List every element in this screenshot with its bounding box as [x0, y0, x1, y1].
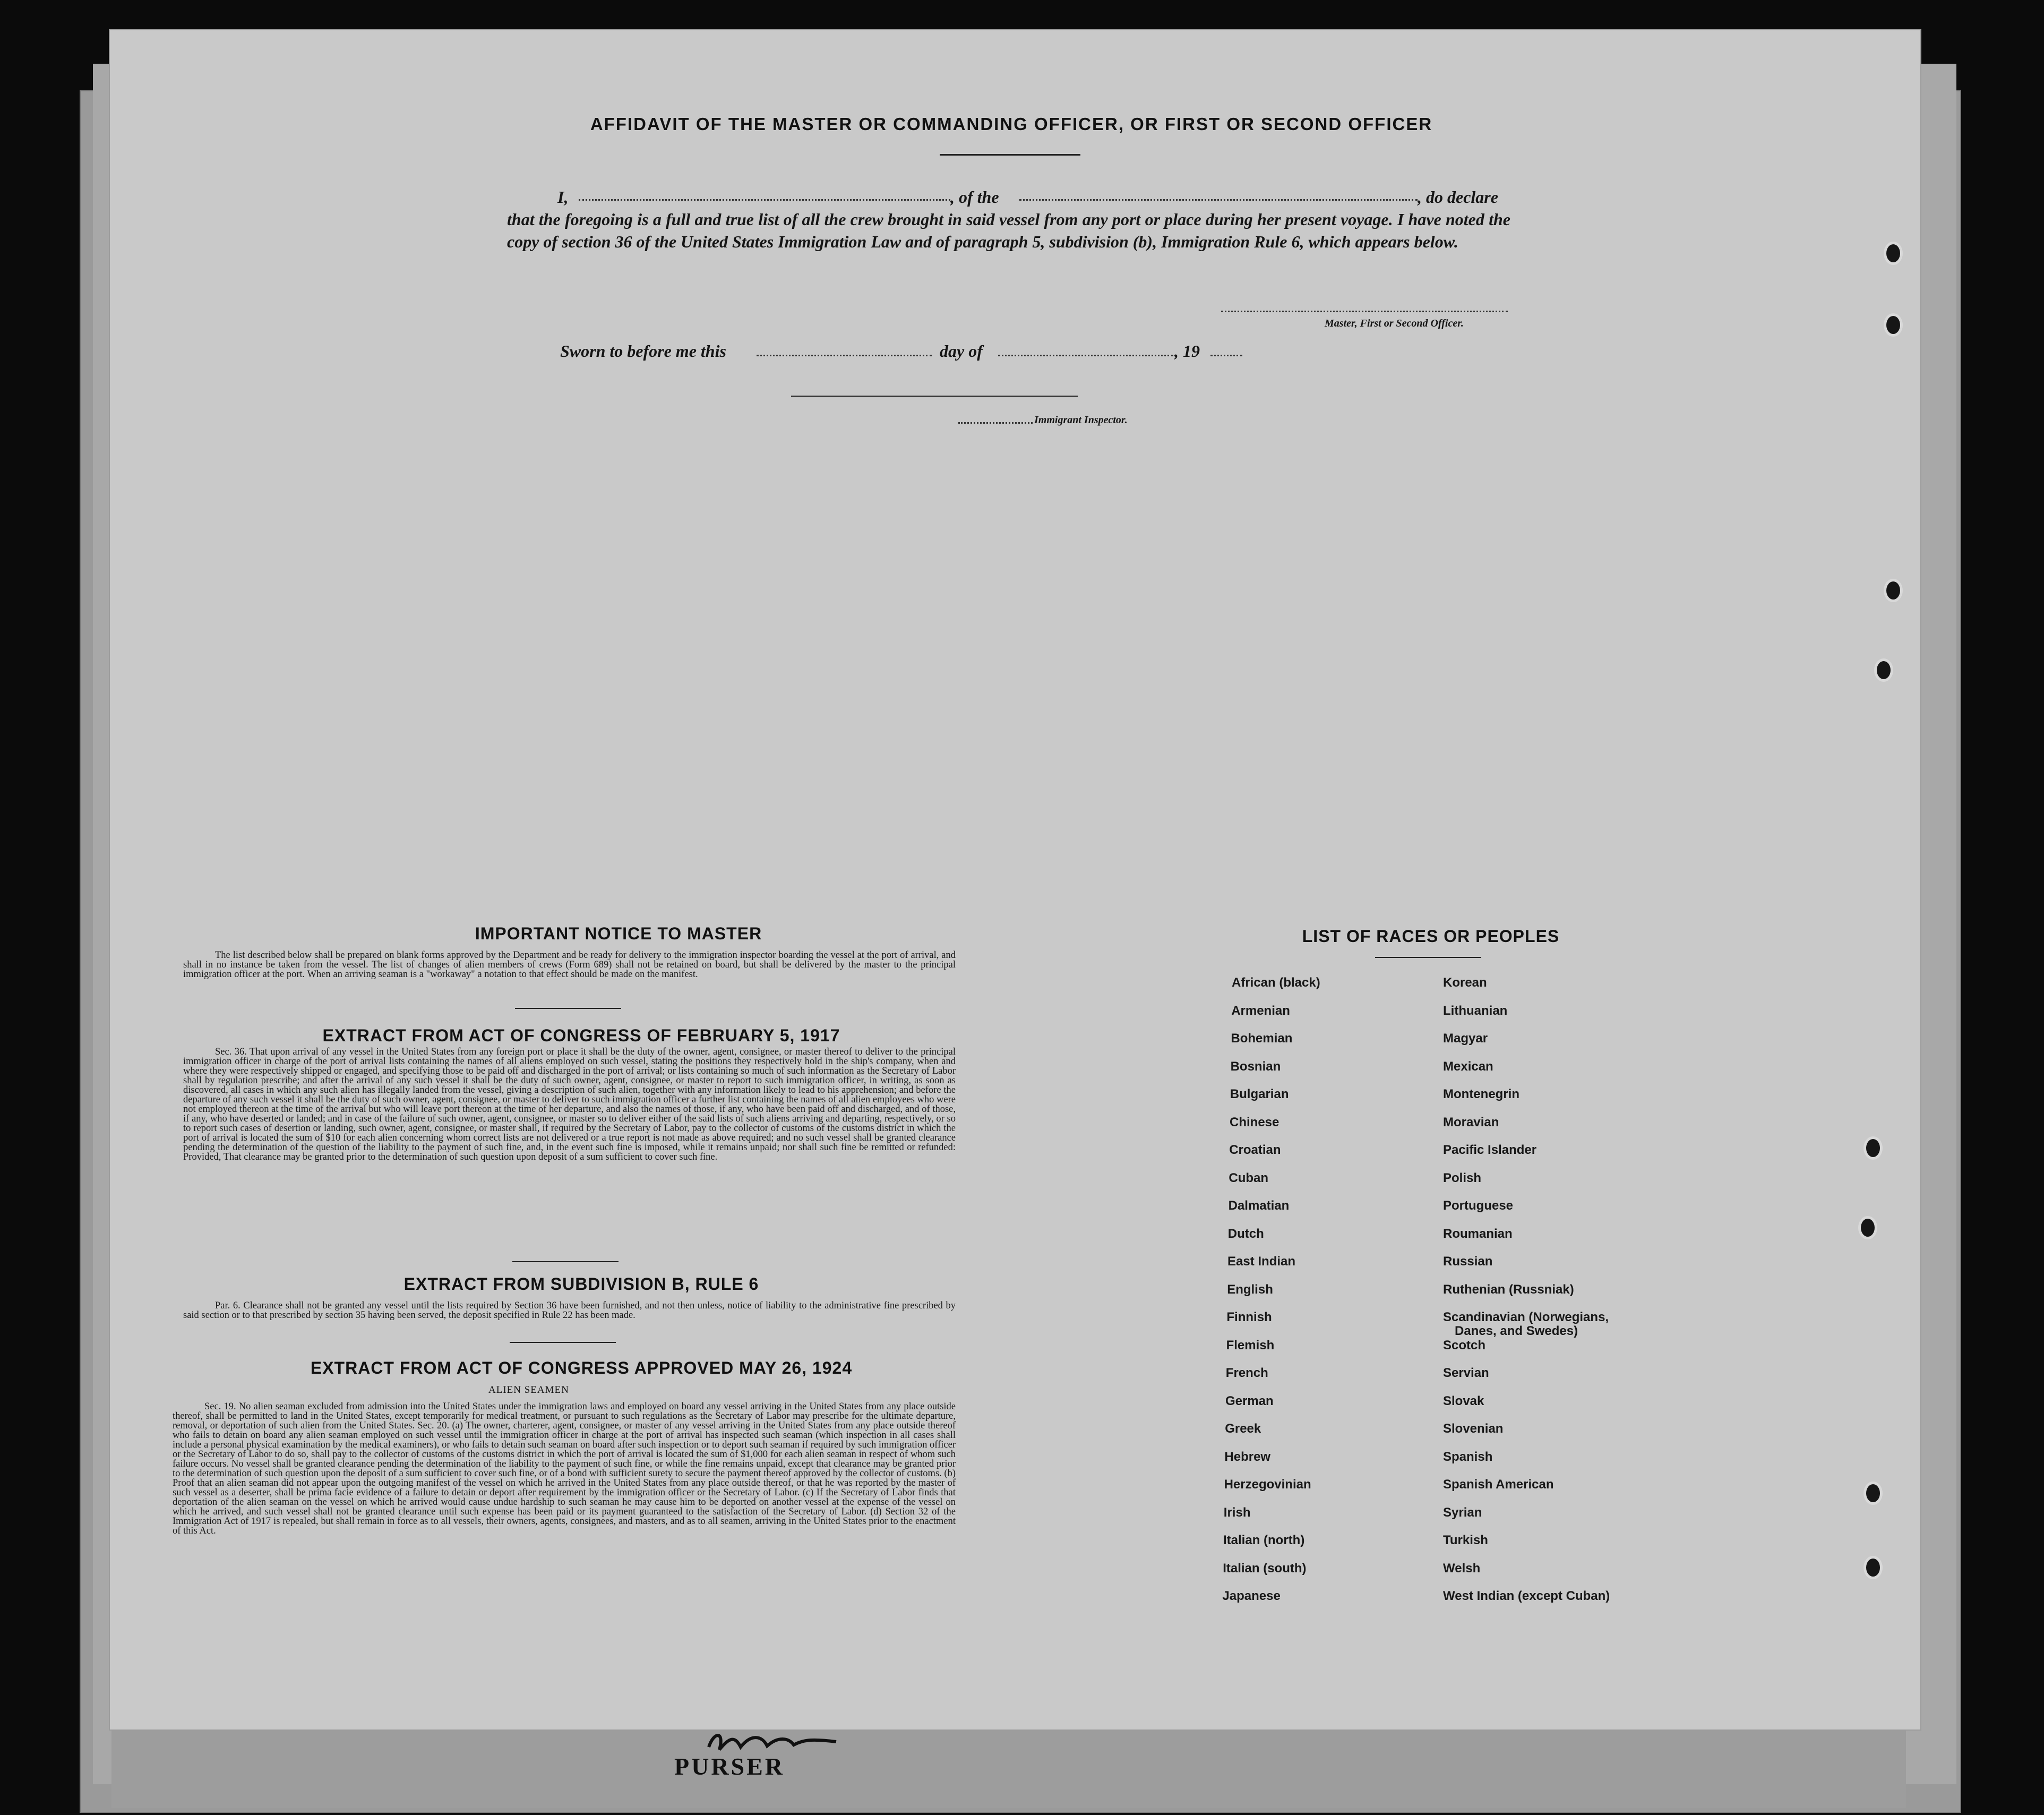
divider-1 — [515, 1008, 621, 1009]
race-item: Montenegrin — [1443, 1087, 1519, 1101]
affidavit-title: AFFIDAVIT OF THE MASTER OR COMMANDING OFFICER, OR FIRST OR SECOND OFFICER — [590, 114, 1433, 134]
inspector-line — [791, 396, 1078, 397]
extract-rule6-title: EXTRACT FROM SUBDIVISION B, RULE 6 — [403, 1274, 759, 1294]
race-item: Polish — [1443, 1170, 1482, 1185]
race-item: Russian — [1443, 1254, 1493, 1269]
extract-rule6-body: Par. 6. Clearance shall not be granted any vessel until the lists required by Section 36 have been furnished, and not then unless, notice of liability to the administrative fine prescribed by said section or to that prescribed by section 35 having been served, the deposit specified in Rule 22 has been made. — [183, 1300, 956, 1321]
declare-end: , do declare — [1418, 187, 1498, 207]
race-item: Dalmatian — [1228, 1198, 1290, 1213]
purser-label: PURSER — [674, 1753, 785, 1780]
sworn-year: , 19 — [1174, 341, 1200, 361]
sworn-year-blank[interactable] — [1210, 355, 1242, 356]
binder-hole-icon — [1884, 579, 1903, 602]
race-item: German — [1225, 1393, 1274, 1408]
race-item: Danes, and Swedes) — [1455, 1324, 1578, 1338]
binder-hole-icon — [1863, 1136, 1883, 1160]
race-item: Armenian — [1231, 1003, 1290, 1018]
extract-1924-body: Sec. 19. No alien seaman excluded from admission into the United States under the immigration laws and employed on board any vessel arriving in the United States from any place outside thereof, shall be permitted to land in the United States, except temporarily for medical treatment, or pursuant to such regulations as the Secretary of Labor may prescribe for the ultimate departure, removal, or deportation of such alien from the United States. Sec. 20. (a) The owner, charterer, agent, consignee, or master of any vessel arriving in the United States from any place outside thereof who fails to detain on board any alien seaman employed on such vessel until the immigration officer in charge at the port of arrival has inspected such seaman (which inspection in all cases shall include a personal physical examination by the medical examiners), or who fails to detain such seaman on board after such inspection or to deport such seaman if required by such immigration officer or the Secretary of Labor to do so, shall pay to the collector of customs of the customs district in which the port of arrival is located the sum of $1,000 for each alien seaman in respect of whom such failure occurs. No vessel shall be granted clearance pending the determination of the liability to the payment of such fine, or while the fine remains unpaid, except that clearance may be granted prior to the determination of such question upon the deposit of a sum sufficient to cover such fine, or of a bond with sufficient surety to secure the payment thereof approved by the collector of customs. (b) Proof that an alien seaman did not appear upon the outgoing manifest of the vessel on which he arrived in the United States from any place outside thereof, or that he was reported by the master of such vessel as a deserter, shall be prima facie evidence of a failure to detain or deport after requirement by the immigration officer or the Secretary of Labor. (c) If the Secretary of Labor finds that deportation of the alien seaman on the vessel on which he arrived would cause undue hardship to such seaman he may cause him to be deported on another vessel at the expense of the vessel on which he arrived, and such vessel shall not be granted clearance until such expense has been paid or its payment guaranteed to the satisfaction of the Secretary of Labor. (d) Section 32 of the Immigration Act of 1917 is repealed, but shall remain in force as to all vessels, their owners, agents, consignees, and masters, and as to all seamen, arriving in the United States prior to the enactment of this Act. — [173, 1401, 956, 1536]
race-item: Magyar — [1443, 1031, 1488, 1046]
extract-1917-body: Sec. 36. That upon arrival of any vessel in the United States from any foreign port or place it shall be the duty of the owner, agent, consignee, or master thereof to deliver to the principal immigration officer in charge of the port of arrival lists containing the names of all aliens employed on such vessel, stating the positions they respectively hold in the ship's company, when and where they were respectively shipped or engaged, and specifying those to be paid off and discharged in the port of arrival; or lists containing so much of such information as the Secretary of Labor shall by regulation prescribe; and after the arrival of any such vessel it shall be the duty of such owner, agent, consignee, or master to report to such immigration officer, in writing, as soon as discovered, all cases in which any such alien has illegally landed from the vessel, giving a description of such alien, together with any information likely to lead to his apprehension; and before the departure of any such vessel it shall be the duty of such owner, agent, consignee, or master to deliver to such immigration officer a further list containing the names of all alien employees who were not employed thereon at the time of the arrival but who will leave port thereon at the time of her departure, and also the names of those, if any, who have been paid off and discharged, and of those, if any, who have deserted or landed; and in case of the failure of such owner, agent, consignee, or master so to deliver either of the said lists of such aliens arriving and departing, respectively, or so to report such cases of desertion or landing, such owner, agent, consignee, or master shall, if required by the Secretary of Labor, pay to the collector of customs of the customs district in which the port of arrival is located the sum of $10 for each alien concerning whom correct lists are not delivered or a true report is not made as above required; and no such vessel shall be granted clearance pending the determination of the question of the liability to the payment of such fine, and, in the event such fine is imposed, while it remains unpaid; nor shall such fine be remitted or refunded: Provided, That clearance may be granted prior to the determination of such question upon deposit of a sum sufficient to cover such fine. — [183, 1047, 956, 1162]
officer-signature-line[interactable] — [1221, 311, 1508, 312]
race-item: Ruthenian (Russniak) — [1443, 1282, 1574, 1297]
race-item: French — [1225, 1366, 1268, 1380]
race-item: Turkish — [1443, 1533, 1488, 1547]
bottom-strip — [111, 1728, 1906, 1808]
officer-caption: Master, First or Second Officer. — [1325, 318, 1464, 329]
extract-1917-title: EXTRACT FROM ACT OF CONGRESS OF FEBRUARY 5, 1917 — [322, 1026, 840, 1045]
race-item: Roumanian — [1443, 1226, 1513, 1241]
races-title: LIST OF RACES OR PEOPLES — [1302, 927, 1560, 946]
race-item: Servian — [1443, 1366, 1489, 1380]
race-item: West Indian (except Cuban) — [1443, 1589, 1610, 1603]
race-item: Flemish — [1226, 1338, 1275, 1352]
race-item: Bohemian — [1231, 1031, 1293, 1046]
divider-3 — [510, 1342, 616, 1343]
sworn-day-blank[interactable] — [757, 355, 932, 356]
race-item: Irish — [1223, 1505, 1251, 1520]
binder-hole-icon — [1858, 1216, 1877, 1239]
race-item: Welsh — [1443, 1561, 1481, 1576]
race-item: East Indian — [1227, 1254, 1296, 1269]
sworn-month-blank[interactable] — [998, 355, 1173, 356]
binder-hole-icon — [1884, 242, 1903, 265]
race-item: Slovak — [1443, 1393, 1484, 1408]
race-item: Chinese — [1230, 1115, 1279, 1129]
vessel-blank[interactable] — [1019, 199, 1418, 201]
sworn-day-of: day of — [940, 341, 983, 361]
title-divider — [940, 154, 1080, 156]
sworn-prefix: Sworn to before me this — [560, 341, 726, 361]
declare-i: I, — [557, 187, 569, 207]
race-item: Japanese — [1222, 1589, 1281, 1603]
declare-of: , of the — [950, 187, 999, 207]
name-blank[interactable] — [579, 199, 950, 201]
race-item: Lithuanian — [1443, 1003, 1508, 1018]
race-item: Finnish — [1226, 1310, 1272, 1324]
alien-seamen-subtitle: ALIEN SEAMEN — [488, 1384, 569, 1396]
race-item: Korean — [1443, 975, 1487, 990]
race-item: Cuban — [1229, 1170, 1269, 1185]
race-item: English — [1227, 1282, 1273, 1297]
race-item: Pacific Islander — [1443, 1143, 1537, 1157]
extract-1924-title: EXTRACT FROM ACT OF CONGRESS APPROVED MAY 26, 1924 — [310, 1358, 853, 1377]
race-item: Hebrew — [1224, 1449, 1271, 1464]
inspector-caption: Immigrant Inspector. — [1034, 414, 1128, 426]
binder-hole-icon — [1874, 658, 1893, 682]
binder-hole-icon — [1863, 1556, 1883, 1579]
notice-title: IMPORTANT NOTICE TO MASTER — [475, 924, 762, 943]
race-item: Mexican — [1443, 1059, 1493, 1074]
race-item: Greek — [1225, 1422, 1261, 1436]
race-item: Portuguese — [1443, 1198, 1514, 1213]
race-item: Scandinavian (Norwegians, — [1443, 1310, 1609, 1324]
race-item: Dutch — [1227, 1226, 1264, 1241]
binder-hole-icon — [1884, 313, 1903, 337]
race-item: Syrian — [1443, 1505, 1482, 1520]
race-item: Herzegovinian — [1224, 1477, 1311, 1492]
race-item: Italian (north) — [1223, 1533, 1305, 1547]
inspector-dots[interactable] — [958, 422, 1033, 424]
race-item: Spanish American — [1443, 1477, 1554, 1492]
race-item: Bosnian — [1230, 1059, 1281, 1074]
race-item: Bulgarian — [1230, 1087, 1289, 1101]
race-item: Moravian — [1443, 1115, 1499, 1129]
race-item: Scotch — [1443, 1338, 1486, 1352]
binder-hole-icon — [1863, 1482, 1883, 1505]
notice-body: The list described below shall be prepared on blank forms approved by the Department and be ready for delivery to the immigration inspector boarding the vessel at the port of arrival, and shall in no instance be taken from the vessel. The list of changes of alien members of crews (Form 689) shall not be retained on board, but shall be delivered by the master to the principal immigration officer at the port. When an arriving seaman is a "workaway" a notation to that effect should be made on the manifest. — [183, 950, 956, 980]
races-divider — [1375, 957, 1481, 958]
race-item: Slovenian — [1443, 1422, 1504, 1436]
declare-body: that the foregoing is a full and true list of all the crew brought in said vessel from any port or place during her present voyage. I have noted the copy of section 36 of the United States Immigration Law and of paragraph 5, subdivision (b), Immigration Rule 6, which appears below. — [507, 210, 1510, 251]
race-item: African (black) — [1232, 975, 1320, 990]
race-item: Croatian — [1229, 1143, 1281, 1157]
race-item: Spanish — [1443, 1449, 1493, 1464]
race-item: Italian (south) — [1223, 1561, 1307, 1576]
divider-2 — [512, 1261, 619, 1262]
